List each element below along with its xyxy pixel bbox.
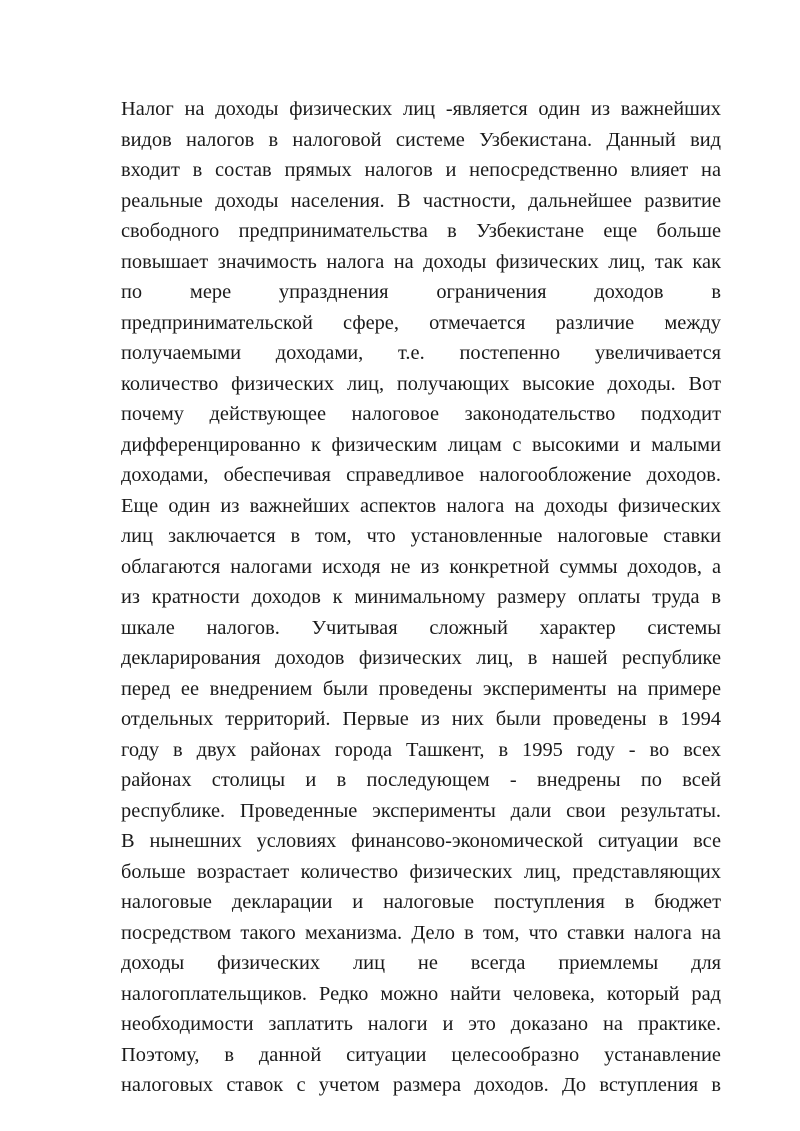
text-line: районах столицы и в последующем - внедрены по всей [121, 769, 721, 791]
text-line: из кратности доходов к минимальному размеру оплаты труда в [121, 586, 721, 608]
text-line: дифференцированно к физическим лицам с высокими и малыми [121, 433, 721, 456]
text-line: количество физических лиц, получающих высокие доходы. Вот [121, 372, 721, 395]
text-line: видов налогов в налоговой системе Узбекистана. Данный вид [121, 128, 721, 151]
text-line: входит в состав прямых налогов и непосредственно влияет на [121, 159, 721, 181]
text-line: шкале налогов. Учитывая сложный характер системы [121, 616, 721, 639]
text-line: налоговых ставок с учетом размера доходов. До вступления в [121, 1074, 721, 1096]
text-line: Еще один из важнейших аспектов налога на доходы физических [121, 494, 721, 517]
text-line: Поэтому, в данной ситуации целесообразно устанавление [121, 1043, 721, 1066]
text-line: больше возрастает количество физических лиц, представляющих [121, 860, 721, 883]
text-line: получаемыми доходами, т.е. постепенно увеличивается [121, 342, 721, 364]
text-line: налоговые декларации и налоговые поступления в бюджет [121, 891, 721, 913]
text-line: свободного предпринимательства в Узбекистане еще больше [121, 220, 721, 242]
text-line: перед ее внедрением были проведены эксперименты на примере [121, 677, 721, 700]
text-line: отдельных территорий. Первые из них были проведены в 1994 [121, 708, 721, 730]
text-line: почему действующее налоговое законодательство подходит [121, 403, 721, 425]
text-line: посредством такого механизма. Дело в том, что ставки налога на [121, 921, 721, 944]
text-line: Налог на доходы физических лиц -является один из важнейших [121, 98, 721, 120]
text-line: облагаются налогами исходя не из конкретной суммы доходов, а [121, 555, 721, 578]
text-line: предпринимательской сфере, отмечается различие между [121, 311, 721, 334]
text-line: необходимости заплатить налоги и это доказано на практике. [121, 1013, 721, 1035]
text-line: реальные доходы населения. В частности, дальнейшее развитие [121, 189, 721, 212]
text-line: доходами, обеспечивая справедливое налогообложение доходов. [121, 464, 721, 486]
text-line: декларирования доходов физических лиц, в нашей республике [121, 647, 721, 669]
text-line: по мере упразднения ограничения доходов в [121, 281, 721, 303]
text-line: В нынешних условиях финансово-экономической ситуации все [121, 830, 721, 852]
text-line: году в двух районах города Ташкент, в 1995 году - во всех [121, 738, 721, 761]
text-line: доходы физических лиц не всегда приемлемы для [121, 952, 721, 974]
body-paragraph [121, 94, 721, 1101]
text-line: налогоплательщиков. Редко можно найти человека, который рад [121, 982, 721, 1005]
text-line: республике. Проведенные эксперименты дали свои результаты. [121, 799, 721, 822]
text-line: повышает значимость налога на доходы физических лиц, так как [121, 250, 721, 273]
text-line: лиц заключается в том, что установленные налоговые ставки [121, 525, 721, 547]
